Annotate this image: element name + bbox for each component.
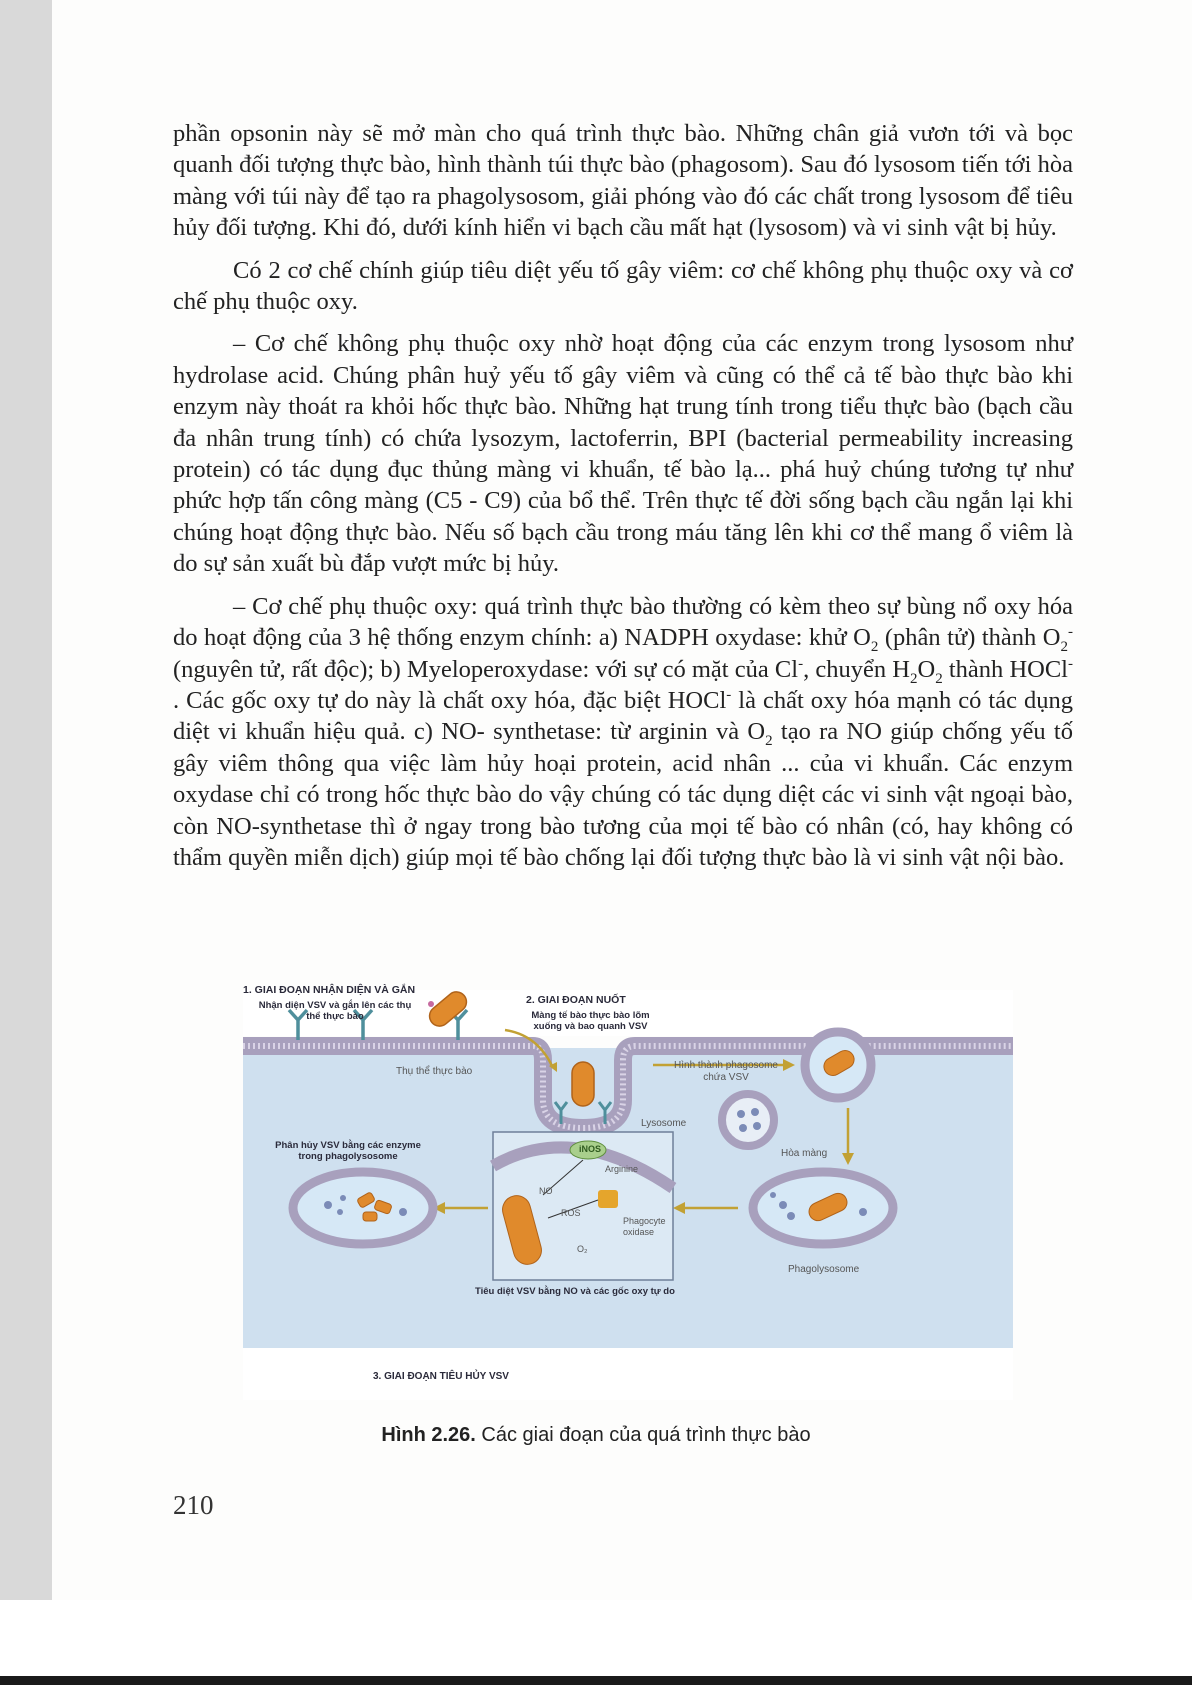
stage3-title: 3. GIAI ĐOẠN TIÊU HỦY VSV <box>373 1371 509 1382</box>
oxidase-label: Phagocyte oxidase <box>623 1216 666 1237</box>
caption-number: Hình 2.26. <box>381 1424 476 1446</box>
phagosome-label: Hình thành phagosome chứa VSV <box>674 1060 778 1083</box>
bottom-bar <box>0 1676 1192 1685</box>
stage2-title: 2. GIAI ĐOẠN NUỐT <box>526 994 626 1006</box>
lysosome-label: Lysosome <box>641 1118 687 1129</box>
bacterium-engulfed <box>572 1062 594 1106</box>
phagolysosome-label: Phagolysosome <box>788 1264 860 1275</box>
stage2-desc: Màng tế bào thực bào lõm xuống và bao quanh VSV <box>531 1010 650 1033</box>
paragraph-2: Có 2 cơ chế chính giúp tiêu diệt yếu tố gây viêm: cơ chế không phụ thuộc oxy và cơ chế phụ thuộc oxy. <box>173 256 1073 316</box>
page-number: 210 <box>173 1490 214 1520</box>
inos-label: iNOS <box>579 1144 602 1154</box>
body-text <box>173 118 1073 884</box>
phagocyte-oxidase <box>598 1190 618 1208</box>
scan-left-margin <box>0 0 52 1600</box>
phagolysosome-left <box>293 1172 433 1244</box>
no-label: NO <box>539 1186 553 1196</box>
stage1-desc: Nhận diện VSV và gắn lên các thụ thể thực bào <box>258 1000 412 1023</box>
fusion-label: Hòa màng <box>781 1148 828 1159</box>
figure-caption <box>0 1424 1192 1447</box>
digest-label: Phân hủy VSV bằng các enzyme trong phagolysosome <box>275 1140 421 1163</box>
lysosome <box>722 1094 774 1146</box>
ros-label: ROS <box>561 1208 581 1218</box>
o2-label: O₂ <box>577 1244 588 1254</box>
paragraph-4: – Cơ chế phụ thuộc oxy: quá trình thực bào thường có kèm theo sự bùng nổ oxy hóa do hoạt động của 3 hệ thống enzym chính: a) NADPH oxydase: khử $O_2$ (phân tử) thành $O_2^-$ (nguyên tử, rất độc); b) Myeloperoxydase: với sự có mặt của Cl-, chuyển $H_2O_2$ thành HOCl- . Các gốc oxy tự do này là chất oxy hóa, đặc biệt HOCl- là chất oxy hóa mạnh có tác dụng diệt vi khuẩn hiệu quả. c) NO- synthetase: từ arginin và $O_2$ tạo ra NO giúp chống yếu tố gây viêm thông qua việc làm hủy hoại protein, acid nhân ... của vi khuẩn. Các enzym oxydase chỉ có trong hốc thực bào do vậy chúng có tác dụng diệt các vi sinh vật ngoại bào, còn NO-synthetase thì ở ngay trong bào tương của mọi tế bào có nhân (có, hay không có thẩm quyền miễn dịch) giúp mọi tế bào chống lại đối tượng thực bào là vi sinh vật nội bào. <box>173 592 1073 871</box>
opsonin-dot-2 <box>428 1001 434 1007</box>
phagocytosis-figure <box>243 984 1013 1400</box>
kill-label: Tiêu diệt VSV bằng NO và các gốc oxy tự do <box>475 1286 675 1297</box>
stage1-title: 1. GIAI ĐOẠN NHẬN DIỆN VÀ GẮN <box>243 984 416 996</box>
paragraph-1: phần opsonin này sẽ mở màn cho quá trình thực bào. Những chân giả vươn tới và bọc quanh đối tượng thực bào, hình thành túi thực bào (phagosom). Sau đó lysosom tiến tới hòa màng với túi này để tạo ra phagolysosom, giải phóng vào đó các chất trong lysosom để tiêu hủy đối tượng. Khi đó, dưới kính hiển vi bạch cầu mất hạt (lysosom) và vi sinh vật bị hủy. <box>173 120 1073 242</box>
caption-text: Các giai đoạn của quá trình thực bào <box>475 1424 811 1446</box>
receptor-label: Thụ thể thực bào <box>396 1066 473 1077</box>
paragraph-3: – Cơ chế không phụ thuộc oxy nhờ hoạt động của các enzym trong lysosom như hydrolase acid. Chúng phân huỷ yếu tố gây viêm và cũng có thể cả tế bào thực bào khi enzym này thoát ra khỏi hốc thực bào. Những hạt trung tính trong tiểu thực bào (bạch cầu đa nhân trung tính) có chứa lysozym, lactoferrin, BPI (bacterial permeability increasing protein) có tác dụng đục thủng màng vi khuẩn, tế bào lạ... phá huỷ chúng tương tự như phức hợp tấn công màng (C5 - C9) của bổ thể. Trên thực tế đời sống bạch cầu ngắn lại khi chúng hoạt động thực bào. Nếu số bạch cầu trong máu tăng lên khi cơ thể mang ổ viêm là do sự sản xuất bù đắp vượt mức bị hủy. <box>173 330 1073 578</box>
arginine-label: Arginine <box>605 1164 639 1174</box>
phagocytosis-diagram <box>243 990 1013 1400</box>
